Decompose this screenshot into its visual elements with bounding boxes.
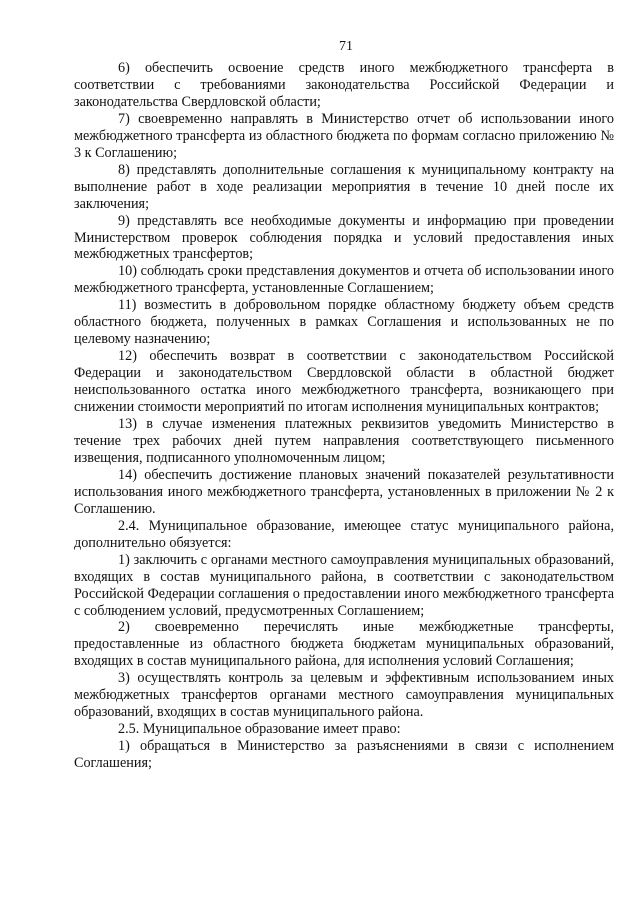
- clause-2-4-2-transfer-funds: 2) своевременно перечислять иные межбюджетные трансферты, предоставленные из областного бюджета бюджетам муниципальных образований, входящих в состав муниципального района, для исполнения условий Соглашения;: [74, 619, 614, 670]
- clause-14-performance-targets: 14) обеспечить достижение плановых значений показателей результативности использования иного межбюджетного трансферта, установленных в приложении № 2 к Соглашению.: [74, 466, 614, 517]
- section-2-4-heading: 2.4. Муниципальное образование, имеющее статус муниципального района, дополнительно обязуется:: [74, 517, 614, 551]
- clause-6-ensure-spending: 6) обеспечить освоение средств иного межбюджетного трансферта в соответствии с требованиями законодательства Российской Федерации и законодательства Свердловской области;: [74, 60, 614, 110]
- clause-8-additional-agreements: 8) представлять дополнительные соглашения к муниципальному контракту на выполнение работ в ходе реализации мероприятия в течение 10 дней после их заключения;: [74, 161, 614, 212]
- clause-2-4-3-control: 3) осуществлять контроль за целевым и эффективным использованием иных межбюджетных трансфертов органами местного самоуправления муниципальных образований, входящих в состав муниципального района.: [74, 670, 614, 721]
- clause-10-deadlines: 10) соблюдать сроки представления документов и отчета об использовании иного межбюджетного трансферта, установленные Соглашением;: [74, 263, 614, 297]
- clause-7-send-report: 7) своевременно направлять в Министерство отчет об использовании иного межбюджетного трансферта из областного бюджета по формам согласно приложению № 3 к Соглашению;: [74, 110, 614, 161]
- clause-11-reimburse: 11) возместить в добровольном порядке областному бюджету объем средств областного бюджета, полученных в рамках Соглашения и использованных не по целевому назначению;: [74, 297, 614, 348]
- clause-2-4-1-conclude-agreements: 1) заключить с органами местного самоуправления муниципальных образований, входящих в состав муниципального района, в соответствии с законодательством Российской Федерации соглашения о предоставлении иного межбюджетного трансферта с соблюдением условий, предусмотренных Соглашением;: [74, 551, 614, 619]
- clause-13-payment-details: 13) в случае изменения платежных реквизитов уведомить Министерство в течение трех рабочих дней путем направления соответствующего письменного извещения, подписанного уполномоченным лицом;: [74, 416, 614, 466]
- document-body: [74, 60, 614, 772]
- section-2-5-heading: 2.5. Муниципальное образование имеет право:: [118, 721, 401, 738]
- page-number: 71: [339, 39, 353, 54]
- clause-2-5-1-request-clarification: 1) обращаться в Министерство за разъяснениями в связи с исполнением Соглашения;: [74, 738, 614, 772]
- clause-9-provide-documents: 9) представлять все необходимые документы и информацию при проведении Министерством проверок соблюдения порядка и условий предоставления иных межбюджетных трансфертов;: [74, 212, 614, 263]
- clause-12-return-balance: 12) обеспечить возврат в соответствии с законодательством Российской Федерации и законодательством Свердловской области в областной бюджет неиспользованного остатка иного межбюджетного трансферта, возникающего при снижении стоимости мероприятий по итогам исполнения муниципальных контрактов;: [74, 348, 614, 416]
